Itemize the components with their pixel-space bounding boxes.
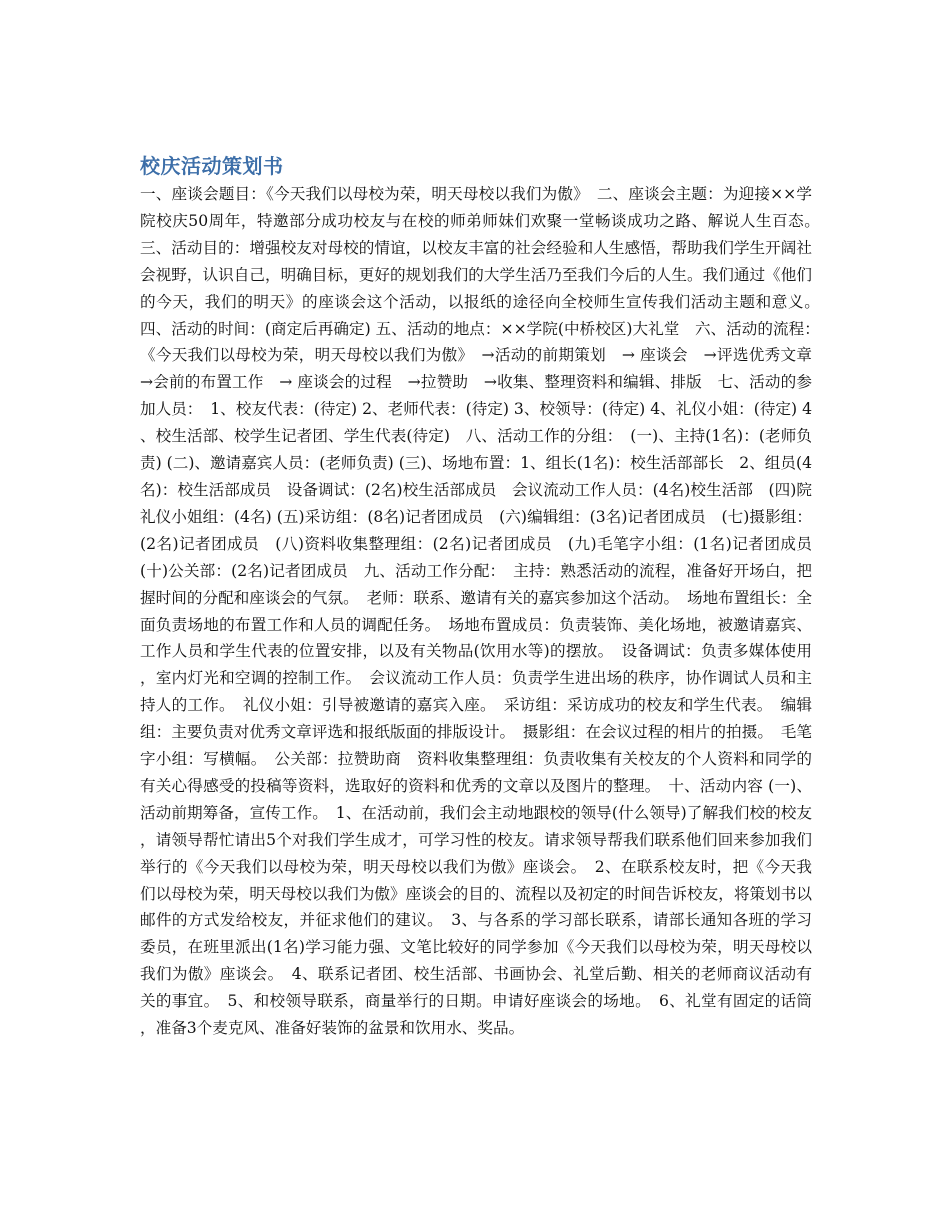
document-title: 校庆活动策划书: [140, 154, 284, 178]
document-body-paragraph: 一、座谈会题目：《今天我们以母校为荣，明天母校以我们为傲》 二、座谈会主题：为迎接××学院校庆50周年，特邀部分成功校友与在校的师弟师妹们欢聚一堂畅谈成功之路、解说人生百态。 三、活动目的：增强校友对母校的情谊，以校友丰富的社会经验和人生感悟，帮助我们学生开阔社会视野，认识自己，明确目标，更好的规划我们的大学生活乃至我们今后的人生。我们通过《他们的今天，我们的明天》的座谈会这个活动，以报纸的途径向全校师生宣传我们活动主题和意义。 四、活动的时间：(商定后再确定) 五、活动的地点：××学院(中桥校区)大礼堂 六、活动的流程： 《今天我们以母校为荣，明天母校以我们为傲》 →活动的前期策划 → 座谈会 →评选优秀文章 →会前的布置工作 → 座谈会的过程 →拉赞助 →收集、整理资料和编辑、排版 七、活动的参加人员： 1、校友代表：(待定) 2、老师代表：(待定) 3、校领导：(待定) 4、礼仪小姐：(待定) 4、校生活部、校学生记者团、学生代表(待定) 八、活动工作的分组： (一)、主持(1名)：(老师负责) (二)、邀请嘉宾人员：(老师负责) (三)、场地布置：1、组长(1名)：校生活部部长 2、组员(4名)：校生活部成员 设备调试：(2名)校生活部成员 会议流动工作人员：(4名)校生活部 (四)院礼仪小姐组：(4名) (五)采访组：(8名)记者团成员 (六)编辑组：(3名)记者团成员 (七)摄影组：(2名)记者团成员 (八)资料收集整理组：(2名)记者团成员 (九)毛笔字小组：(1名)记者团成员 (十)公关部：(2名)记者团成员 九、活动工作分配： 主持：熟悉活动的流程，准备好开场白，把握时间的分配和座谈会的气氛。 老师：联系、邀请有关的嘉宾参加这个活动。 场地布置组长：全面负责场地的布置工作和人员的调配任务。 场地布置成员：负责装饰、美化场地，被邀请嘉宾、工作人员和学生代表的位置安排，以及有关物品(饮用水等)的摆放。 设备调试：负责多媒体使用，室内灯光和空调的控制工作。 会议流动工作人员：负责学生进出场的秩序，协作调试人员和主持人的工作。 礼仪小姐：引导被邀请的嘉宾入座。 采访组：采访成功的校友和学生代表。 编辑组：主要负责对优秀文章评选和报纸版面的排版设计。 摄影组：在会议过程的相片的拍摄。 毛笔字小组：写横幅。 公关部：拉赞助商 资料收集整理组：负责收集有关校友的个人资料和同学的有关心得感受的投稿等资料，选取好的资料和优秀的文章以及图片的整理。 十、活动内容 (一)、活动前期筹备，宣传工作。 1、在活动前，我们会主动地跟校的领导(什么领导)了解我们校的校友，请领导帮忙请出5个对我们学生成才，可学习性的校友。请求领导帮我们联系他们回来参加我们举行的《今天我们以母校为荣，明天母校以我们为傲》座谈会。 2、在联系校友时，把《今天我们以母校为荣，明天母校以我们为傲》座谈会的目的、流程以及初定的时间告诉校友，将策划书以邮件的方式发给校友，并征求他们的建议。 3、与各系的学习部长联系，请部长通知各班的学习委员，在班里派出(1名)学习能力强、文笔比较好的同学参加《今天我们以母校为荣，明天母校以我们为傲》座谈会。 4、联系记者团、校生活部、书画协会、礼堂后勤、相关的老师商议活动有关的事宜。 5、和校领导联系，商量举行的日期。申请好座谈会的场地。 6、礼堂有固定的话筒，准备3个麦克风、准备好装饰的盆景和饮用水、奖品。: [140, 185, 828, 1038]
